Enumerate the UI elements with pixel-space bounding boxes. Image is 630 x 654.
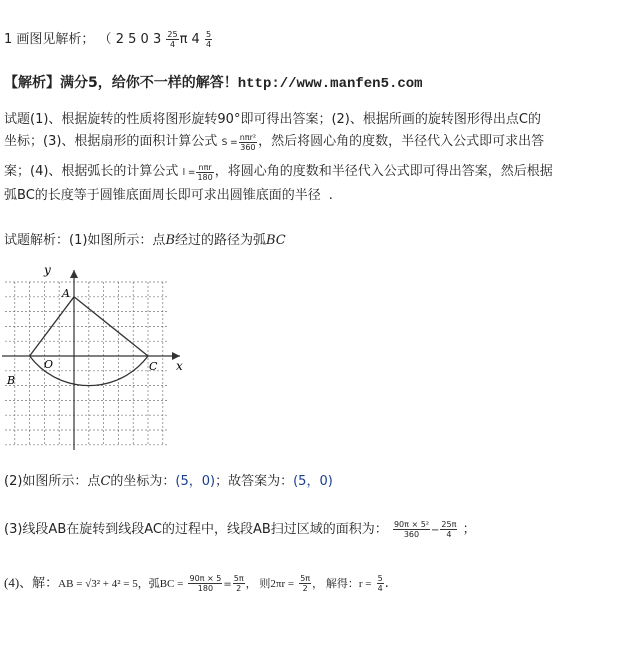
summary-p2-val2: 0 (140, 32, 149, 47)
summary-p2: 2 (115, 32, 124, 47)
summary-paren: （ (98, 32, 112, 47)
summary-p2-val: 5 (128, 32, 137, 47)
summary-p4: 4 (191, 32, 200, 47)
y-axis-arrow (70, 270, 78, 278)
solution-part4: (4)、解：AB = √3² + 4² = 5，弧BC = $\frac{90\pi \times 5}{180}$ = $\frac{5\pi}{2}$ ， 则2πr = $\frac{5\pi}{2}$ ， 解得：r = $\frac{5}{4}$ . (4, 574, 389, 593)
summary-p3: 3 (152, 32, 162, 47)
solution-part3: (3)线段AB在旋转到线段AC的过程中，线段AB扫过区域的面积为： $\frac{\text{90π × 5²}}{360}$ − $\frac{25\pi}{4}$ ； (4, 520, 476, 539)
header-url: http://www.manfen5.com (237, 76, 423, 92)
summary-p3-fraction: $\frac{25}{4}$ (167, 30, 178, 49)
origin-label: O (44, 358, 54, 371)
header-label: 【解析】 (4, 75, 60, 91)
solution-part1: 试题解析：(1)如图所示：点B经过的路径为弧BC (4, 233, 286, 248)
point-B-label: B (7, 374, 16, 387)
analysis-line-2: 坐标；(3)、根据扇形的面积计算公式 S = $\frac{\text{nπr²}}{360}$ ，然后将圆心角的度数，半径代入公式即可求出答 (4, 133, 545, 152)
coordinate-figure (0, 262, 200, 452)
segment-AB (30, 297, 74, 356)
summary-part1: 1 画图见解析； (4, 32, 95, 47)
s3-frac1: $\frac{\text{90π × 5²}}{360}$ (393, 520, 430, 539)
solution-part2: (2)如图所示：点C的坐标为：(5，0)；故答案为：(5，0) (4, 474, 333, 489)
analysis-line-4: 弧BC的长度等于圆锥底面周长即可求出圆锥底面的半径 . (4, 188, 333, 203)
header-title: 满分5，给你不一样的解答！ (60, 75, 238, 91)
x-axis-label: x (176, 359, 183, 373)
point-C-label: C (149, 360, 158, 373)
y-axis-label: y (44, 263, 51, 277)
point-A-label: A (62, 287, 70, 300)
area-formula: S = $\frac{\text{nπr²}}{360}$ (221, 133, 257, 152)
analysis-line-3: 案；(4)、根据弧长的计算公式 l = $\frac{\text{nπr}}{180}$ ，将圆心角的度数和半径代入公式即可得出答案，然后根据 (4, 163, 553, 182)
s3-frac2: $\frac{25\pi}{4}$ (441, 520, 457, 539)
analysis-line-1: 试题(1)、根据旋转的性质将图形旋转90°即可得出答案；(2)、根据所画的旋转图形得出点C的 (4, 112, 541, 127)
header-banner (4, 72, 423, 92)
arc-formula: l = $\frac{\text{nπr}}{180}$ (182, 163, 213, 182)
answer-summary (4, 28, 213, 49)
summary-p4-fraction: $\frac{5}{4}$ (205, 30, 212, 49)
summary-p3-pi: π (179, 32, 188, 47)
